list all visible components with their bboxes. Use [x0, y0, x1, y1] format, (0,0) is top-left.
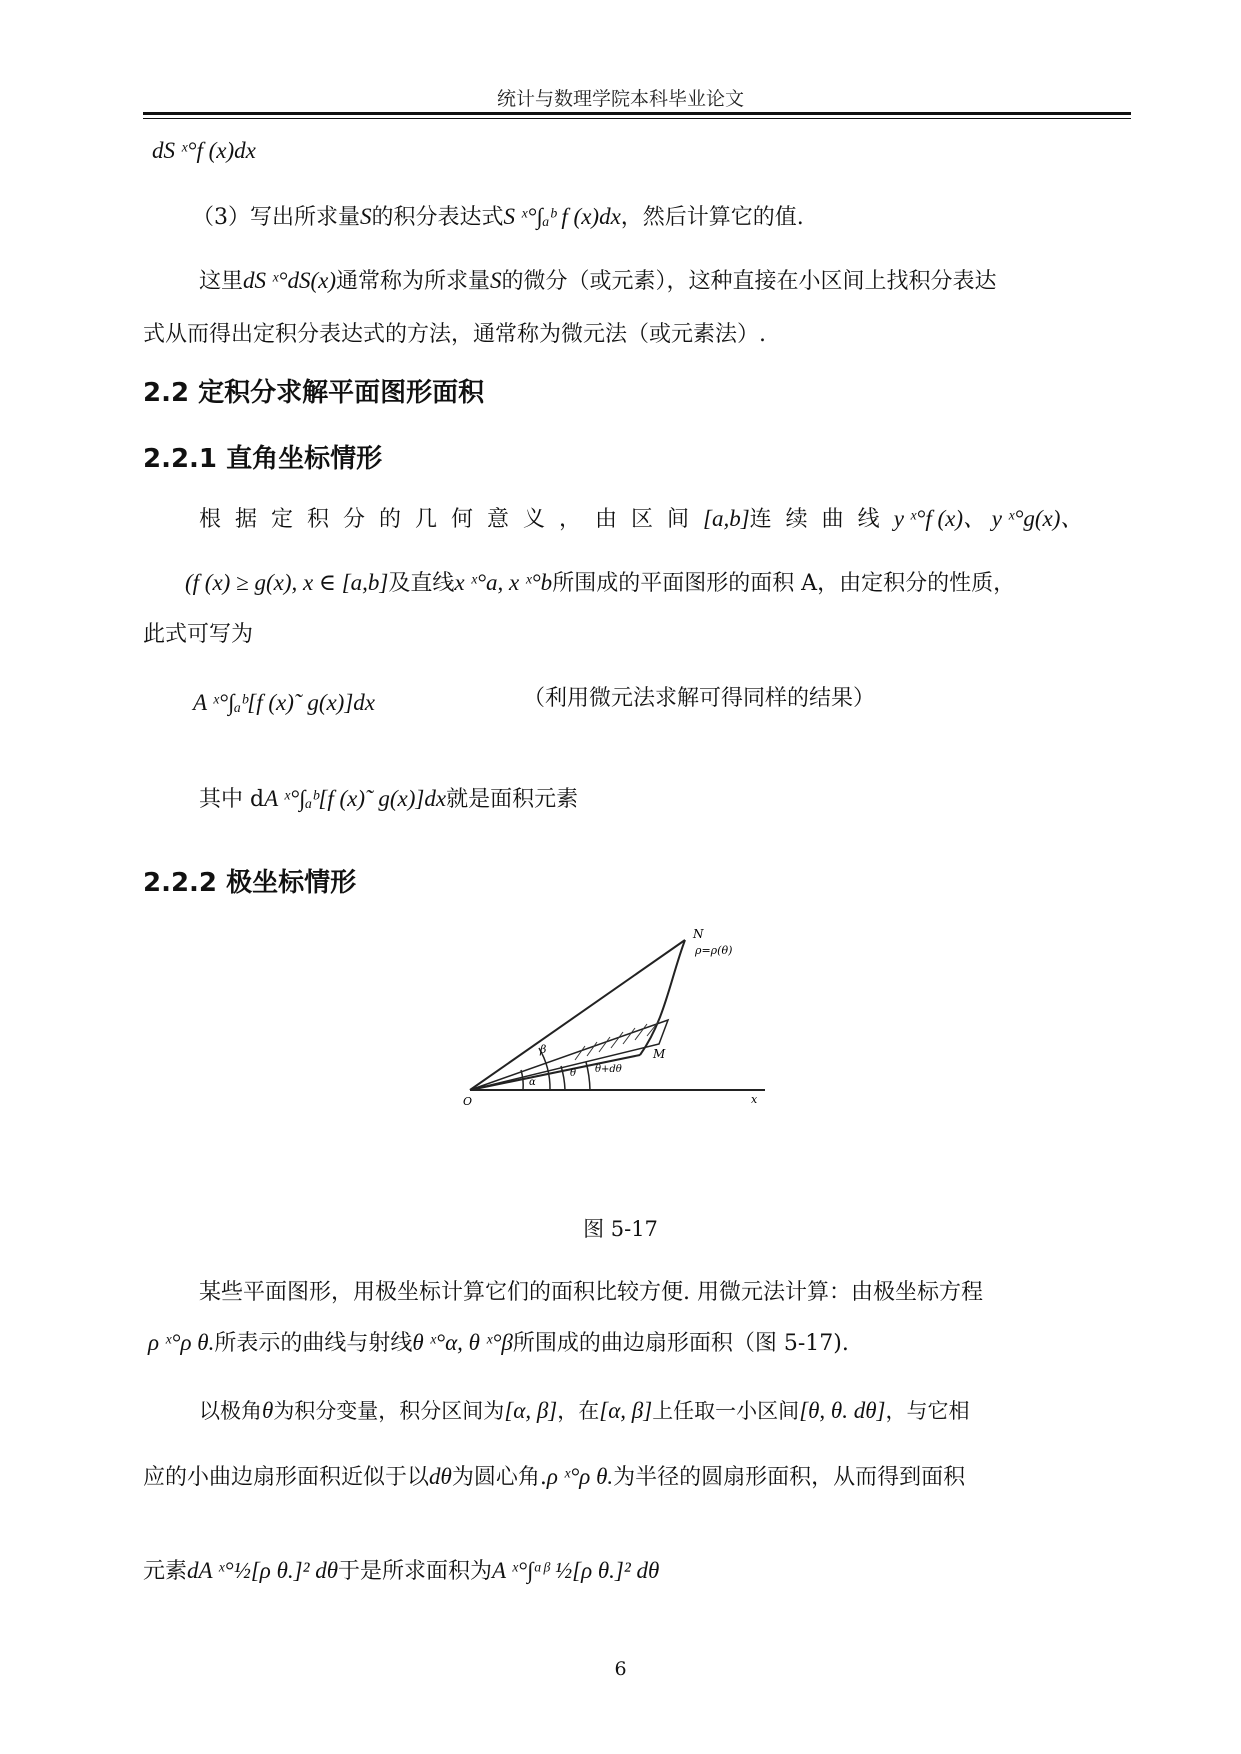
label-theta: θ	[570, 1068, 577, 1079]
label-rho: ρ=ρ(θ)	[695, 944, 733, 957]
paragraph-line-5: 根据定积分的几何意义，由区间[a,b]连续曲线y ˣ°f (x)、 y ˣ°g(x)、	[199, 506, 1084, 532]
paragraph-line-7: 此式可写为	[143, 622, 254, 647]
header-rule-thin	[143, 118, 1131, 119]
header-rule-thick	[143, 112, 1131, 115]
polar-curve	[640, 940, 685, 1055]
paragraph-line-6: (f (x) ≥ g(x), x ∈ [a,b]及直线x ˣ°a, x ˣ°b所围成的平面图形的面积 A，由定积分的性质，	[185, 570, 1016, 596]
label-theta-plus-d: θ+dθ	[595, 1064, 622, 1075]
page-number: 6	[614, 1658, 627, 1680]
paragraph-line-9: 某些平面图形，用极坐标计算它们的面积比较方便. 用微元法计算：由极坐标方程	[199, 1280, 983, 1305]
label-x: x	[751, 1093, 758, 1106]
figure-caption: 图 5-17	[583, 1217, 658, 1241]
label-M: M	[653, 1047, 666, 1061]
paragraph-line-11: 以极角θ为积分变量，积分区间为[α, β]，在[α, β]上任取一小区间[θ, θ. dθ]，与它相	[199, 1398, 970, 1423]
label-beta: β	[540, 1043, 547, 1056]
paragraph-line-10: ρ ˣ°ρ θ.所表示的曲线与射线θ ˣ°α, θ ˣ°β所围成的曲边扇形面积（图 5-17).	[148, 1330, 849, 1356]
label-N: N	[693, 927, 704, 941]
label-O: O	[463, 1095, 473, 1108]
section-heading-2-2-1: 2.2.1 直角坐标情形	[143, 444, 383, 474]
polar-sector-figure	[455, 920, 775, 1110]
paragraph-line-2: （3）写出所求量S的积分表达式S ˣ°∫ₐᵇ f (x)dx，然后计算它的值.	[192, 204, 804, 230]
page-header: 统计与数理学院本科毕业论文	[496, 88, 744, 110]
section-heading-2-2: 2.2 定积分求解平面图形面积	[143, 378, 485, 408]
equation-area-rect: A ˣ°∫ₐᵇ[f (x)˜ g(x)]dx	[193, 690, 376, 715]
formula-line-1: dS ˣ°f (x)dx	[152, 138, 256, 163]
paragraph-line-8: 其中 dA ˣ°∫ₐᵇ[f (x)˜ g(x)]dx就是面积元素	[199, 786, 579, 812]
paragraph-line-3: 这里dS ˣ°dS(x)通常称为所求量S的微分（或元素），这种直接在小区间上找积分表达	[199, 268, 997, 294]
equation-note: （利用微元法求解可得同样的结果）	[523, 686, 876, 711]
paragraph-line-13: 元素dA ˣ°½[ρ θ.]² dθ于是所求面积为A ˣ°∫ᵅᵝ ½[ρ θ.]² dθ	[143, 1558, 660, 1584]
label-alpha: α	[529, 1077, 536, 1088]
section-heading-2-2-2: 2.2.2 极坐标情形	[143, 868, 357, 898]
paragraph-line-4: 式从而得出定积分表达式的方法，通常称为微元法（或元素法）.	[143, 322, 766, 347]
paragraph-line-12: 应的小曲边扇形面积近似于以dθ为圆心角.ρ ˣ°ρ θ.为半径的圆扇形面积，从而得到面积	[143, 1464, 966, 1490]
